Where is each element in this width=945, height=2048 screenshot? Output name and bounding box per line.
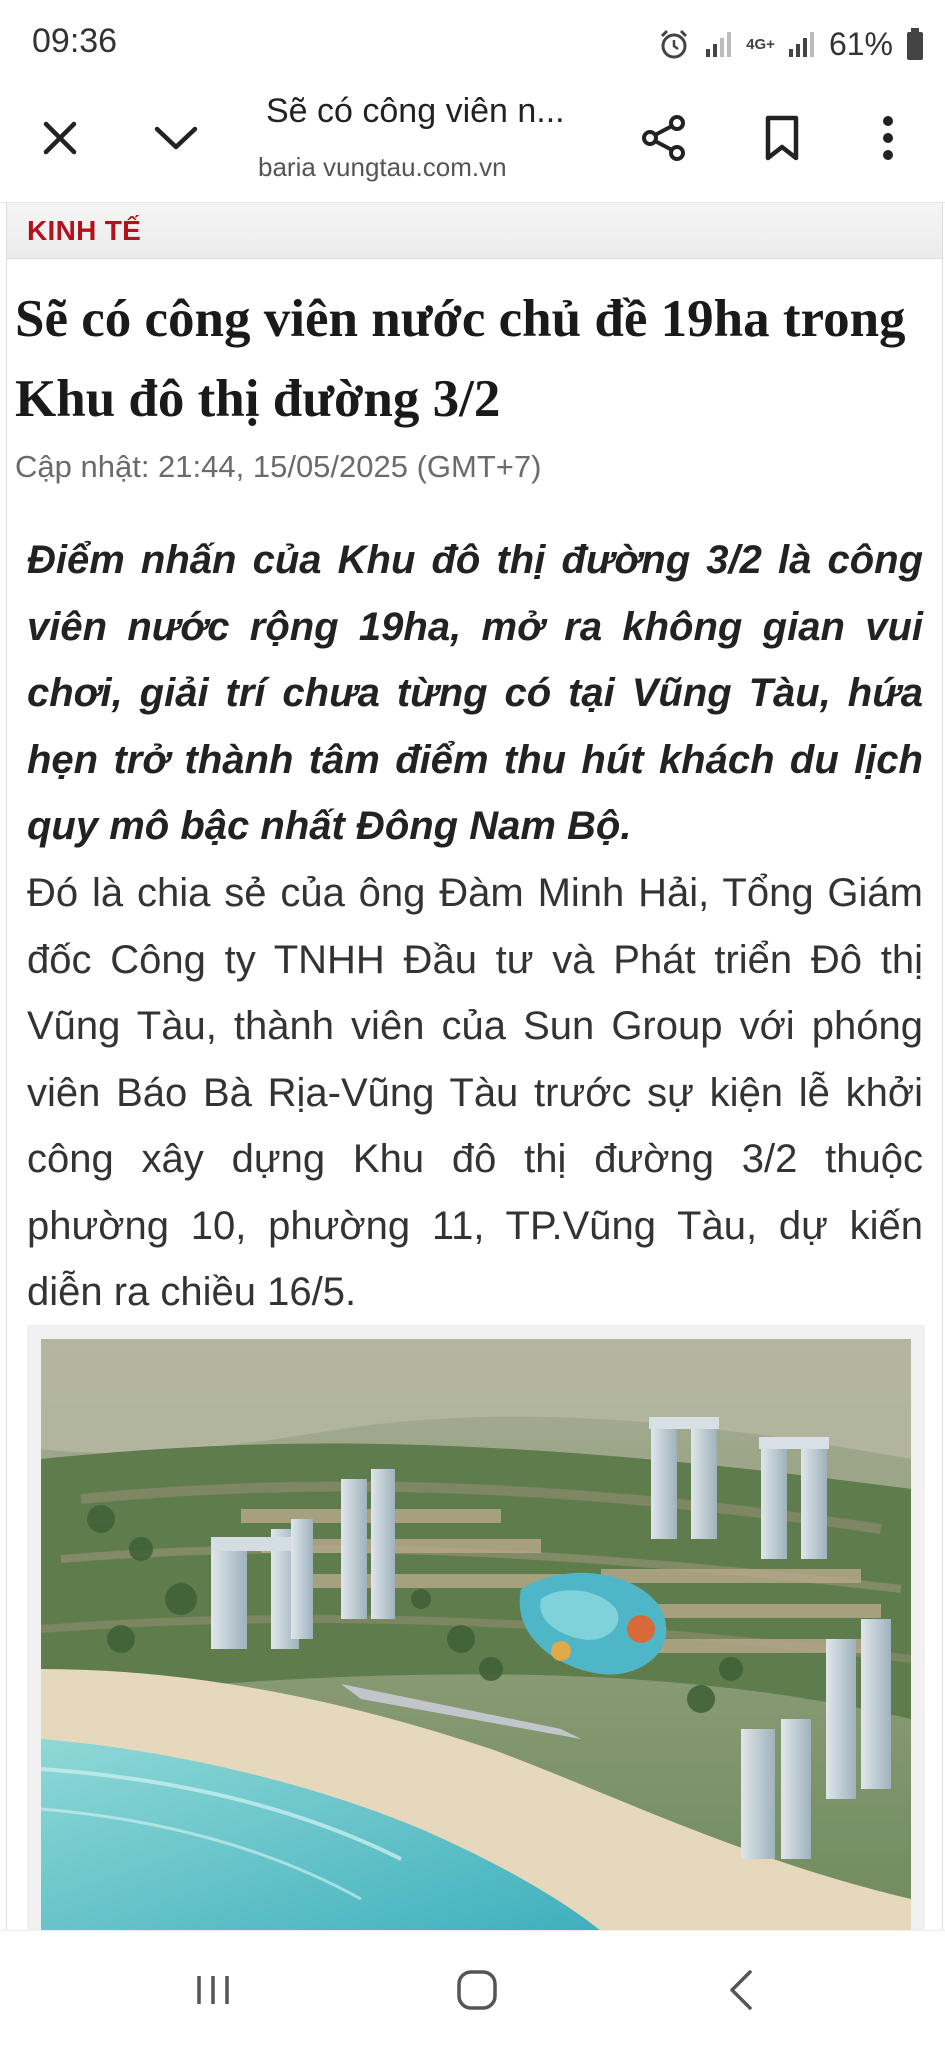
alarm-icon — [656, 26, 692, 62]
more-options-button[interactable] — [852, 102, 924, 174]
article-headline: Sẽ có công viên nước chủ đề 19ha trong Khu đô thị đường 3/2 — [15, 290, 906, 428]
signal-icon-secondary — [787, 29, 817, 59]
system-navigation-bar — [0, 1930, 945, 2048]
status-time: 09:36 — [32, 22, 118, 60]
article-image-aerial-view[interactable] — [41, 1339, 911, 1930]
close-icon — [40, 118, 80, 158]
recent-apps-icon — [193, 1972, 233, 2008]
category-link[interactable]: KINH TẾ — [27, 215, 142, 246]
browser-toolbar — [0, 84, 945, 196]
article-image-frame — [27, 1325, 925, 1930]
home-button[interactable] — [432, 1955, 522, 2025]
more-vertical-icon — [880, 113, 896, 163]
page-title: Sẽ có công viên n... — [266, 92, 565, 130]
bookmark-button[interactable] — [746, 102, 818, 174]
web-page[interactable] — [0, 202, 945, 1930]
article-updated-time: Cập nhật: 21:44, 15/05/2025 (GMT+7) — [15, 449, 542, 484]
article-body-paragraph: Đó là chia sẻ của ông Đàm Minh Hải, Tổng Giám đốc Công ty TNHH Đầu tư và Phát triển Đô thị Vũng Tàu, thành viên của Sun Group với phóng viên Báo Bà Rịa-Vũng Tàu trước sự kiện lễ khởi công xây dựng Khu đô thị đường 3/2 thuộc phường 10, phường 11, TP.Vũng Tàu, dự kiến diễn ra chiều 16/5. — [27, 871, 923, 1314]
network-type-label: 4G+ — [746, 35, 775, 53]
category-bar — [7, 203, 942, 259]
article-lede: Điểm nhấn của Khu đô thị đường 3/2 là công viên nước rộng 19ha, mở ra không gian vui chơi, giải trí chưa từng có tại Vũng Tàu, hứa hẹn trở thành tâm điểm thu hút khách du lịch quy mô bậc nhất Đông Nam Bộ. — [27, 538, 923, 848]
status-icons — [656, 22, 925, 66]
home-icon — [455, 1968, 499, 2012]
battery-percent: 61% — [828, 25, 893, 62]
recent-apps-button[interactable] — [168, 1955, 258, 2025]
collapse-button[interactable] — [140, 102, 212, 174]
share-icon — [639, 113, 689, 163]
close-button[interactable] — [24, 102, 96, 174]
page-url: baria vungtau.com.vn — [258, 152, 507, 182]
battery-icon — [905, 27, 925, 61]
back-icon — [726, 1968, 756, 2012]
back-button[interactable] — [696, 1955, 786, 2025]
status-bar — [0, 0, 945, 84]
share-button[interactable] — [628, 102, 700, 174]
signal-icon — [704, 29, 734, 59]
article-container — [6, 203, 943, 1930]
bookmark-icon — [762, 114, 802, 162]
chevron-down-icon — [153, 123, 199, 153]
